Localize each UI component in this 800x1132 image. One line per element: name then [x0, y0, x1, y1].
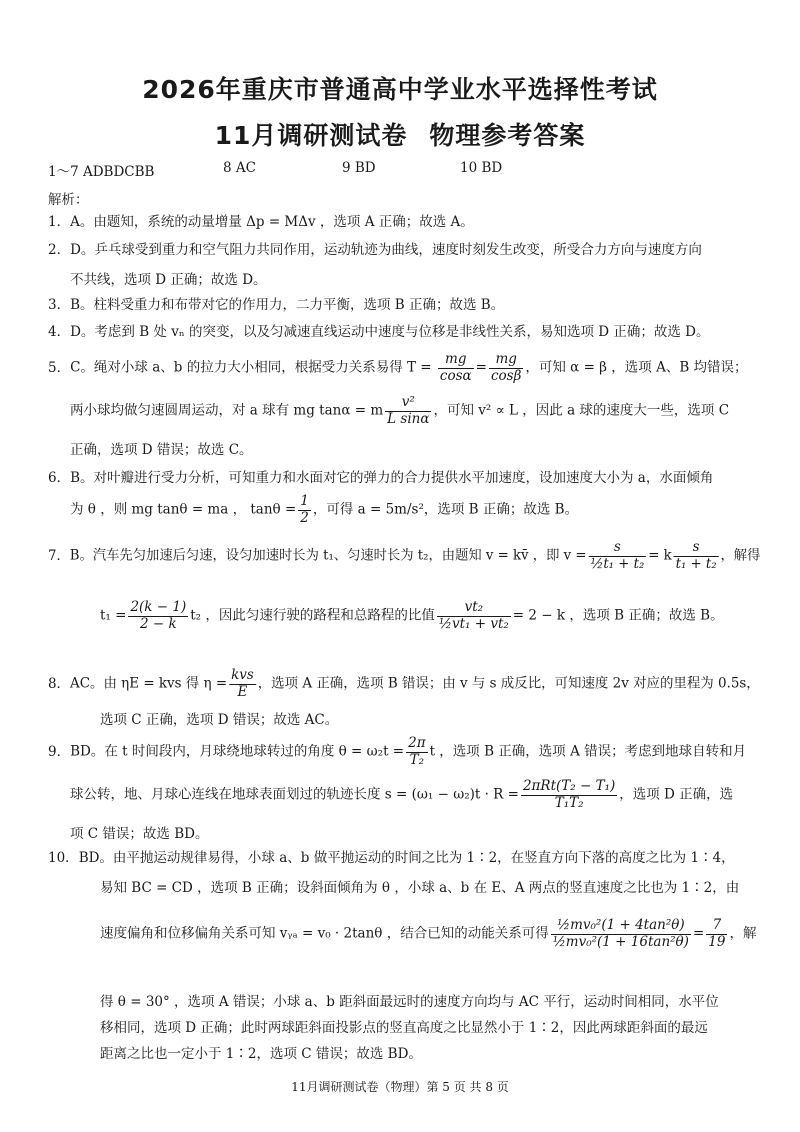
item-q8-line2: 选项 C 正确，选项 D 错误；故选 AC。	[100, 712, 339, 728]
answers-1-7: 1～7 ADBDCBB	[48, 164, 155, 180]
fraction: $\frac{\text{vt₂}}{\text{½vt₁ + vt₂}}$	[438, 599, 509, 632]
item-q10-line3: 速度偏角和位移偏角关系可知 vᵧₐ = v₀ · 2tanθ ，结合已知的动能关系可得 $\frac{\text{½mv₀²(1 + 4tan²θ)}}{\text{½mv₀²(1 + 16tan²θ)}}$ = $\frac{7}{19}$ ，解	[100, 917, 757, 950]
item-q6-line2: 为 θ ，则 mg tanθ = ma ， tanθ = $\frac{1}{2}$ ，可得 a = 5m/s²，选项 B 正确；故选 B。	[70, 493, 579, 526]
analysis-label: 解析：	[48, 192, 89, 208]
fraction: $\frac{\text{2πRt(T₂ − T₁)}}{\text{T₁T₂}}$	[522, 778, 616, 811]
page-title: 2026年重庆市普通高中学业水平选择性考试	[142, 75, 658, 104]
item-q8: 8．AC。由 ηE = kvs 得 η = $\frac{\text{kvs}}{E}$ ，选项 A 正确，选项 B 错误；由 v 与 s 成反比，可知速度 2v 对应的里程为 0.5s，	[48, 667, 760, 700]
fraction: $\frac{7}{19}$	[708, 917, 726, 950]
item-q3: 3．B。柱料受重力和布带对它的作用力，二力平衡，选项 B 正确；故选 B。	[48, 297, 505, 313]
item-q2: 2．D。乒乓球受到重力和空气阻力共同作用，运动轨迹为曲线，速度时刻发生改变，所受合力方向与速度方向	[48, 242, 702, 258]
item-q10-line6: 距离之比也一定小于 1∶2，选项 C 错误；故选 BD。	[100, 1046, 422, 1062]
item-q9: 9．BD。在 t 时间段内，月球绕地球转过的角度 θ = ω₂t = $\frac{2\pi}{\text{T₂}}$ t ，选项 B 正确，选项 A 错误；考虑到地球自转和月	[48, 735, 747, 768]
item-q10-line5: 移相同，选项 D 正确；此时两球距斜面投影点的竖直高度之比显然小于 1∶2，因此两球距斜面的最远	[100, 1020, 708, 1036]
fraction: $\frac{mg}{\cos\beta}$	[490, 351, 522, 384]
item-q5-line2: 两小球均做匀速圆周运动，对 a 球有 mg tanα = m $\frac{\text{v²}}{\text{L sinα}}$ ，可知 v² ∝ L ，因此 a 球的速度大一些，选项 C	[70, 394, 730, 427]
fraction: $\frac{\text{v²}}{\text{L sinα}}$	[387, 394, 430, 427]
item-q9-line3: 项 C 错误；故选 BD。	[70, 826, 209, 842]
fraction: $\frac{s}{\text{½t₁ + t₂}}$	[590, 539, 645, 572]
item-q5: 5．C。绳对小球 a、b 的拉力大小相同，根据受力关系易得 T = $\frac{mg}{\cos\alpha}$ = $\frac{mg}{\cos\beta}$ ，可知 α = β ，选项 A、B 均错误；	[48, 351, 748, 384]
item-q1: 1．A。由题知，系统的动量增量 Δp = MΔv ，选项 A 正确；故选 A。	[48, 214, 474, 230]
answer-10: 10 BD	[460, 160, 503, 176]
fraction: $\frac{2(k - 1)}{2 - k}$	[130, 599, 187, 632]
item-q7-line2: t₁ = $\frac{2(k - 1)}{2 - k}$ t₂ ，因此匀速行驶的路程和总路程的比值 $\frac{\text{vt₂}}{\text{½vt₁ + vt₂}}$ = 2 − k ，选项 B 正确；故选 B。	[100, 599, 724, 632]
subtitle-subject: 物理参考答案	[429, 121, 586, 150]
subtitle-exam: 11月调研测试卷	[214, 121, 408, 150]
fraction: $\frac{\text{kvs}}{E}$	[231, 667, 254, 700]
item-q7: 7．B。汽车先匀加速后匀速，设匀加速时长为 t₁、匀速时长为 t₂，由题知 v = kv̄ ，即 v = $\frac{s}{\text{½t₁ + t₂}}$ = k $\frac{s}{\text{t₁ + t₂}}$ ，解得	[48, 539, 761, 572]
page-subtitle	[0, 116, 800, 152]
item-q2-line2: 不共线，选项 D 正确；故选 D。	[70, 272, 267, 288]
page-footer: 11月调研测试卷（物理）第 5 页 共 8 页	[291, 1080, 509, 1094]
fraction: $\frac{mg}{\cos\alpha}$	[439, 351, 472, 384]
item-q5-line3: 正确，选项 D 错误；故选 C。	[70, 442, 253, 458]
item-q10: 10．BD。由平抛运动规律易得，小球 a、b 做平抛运动的时间之比为 1∶2，在竖直方向下落的高度之比为 1∶4，	[48, 850, 735, 866]
answer-8: 8 AC	[223, 160, 256, 176]
fraction: $\frac{\text{½mv₀²(1 + 4tan²θ)}}{\text{½mv₀²(1 + 16tan²θ)}}$	[552, 917, 689, 950]
item-q6: 6．B。对叶瓣进行受力分析，可知重力和水面对它的弹力的合力提供水平加速度，设加速度大小为 a，水面倾角	[48, 470, 714, 486]
item-q4: 4．D。考虑到 B 处 vₙ 的突变，以及匀减速直线运动中速度与位移是非线性关系，易知选项 D 正确；故选 D。	[48, 324, 710, 340]
item-q9-line2: 球公转，地、月球心连线在地球表面划过的轨迹长度 s = (ω₁ − ω₂)t · R = $\frac{\text{2πRt(T₂ − T₁)}}{\text{T₁T₂}}$ ，选项 D 正确，选	[70, 778, 734, 811]
answer-9: 9 BD	[342, 160, 376, 176]
fraction: $\frac{1}{2}$	[300, 493, 309, 526]
fraction: $\frac{s}{\text{t₁ + t₂}}$	[675, 539, 717, 572]
item-q10-line2: 易知 BC = CD ，选项 B 正确；设斜面倾角为 θ ，小球 a、b 在 E、A 两点的竖直速度之比也为 1∶2，由	[100, 880, 740, 896]
fraction: $\frac{2\pi}{\text{T₂}}$	[408, 735, 426, 768]
item-q10-line4: 得 θ = 30° ，选项 A 错误；小球 a、b 距斜面最远时的速度方向均与 AC 平行，运动时间相同，水平位	[100, 994, 719, 1010]
